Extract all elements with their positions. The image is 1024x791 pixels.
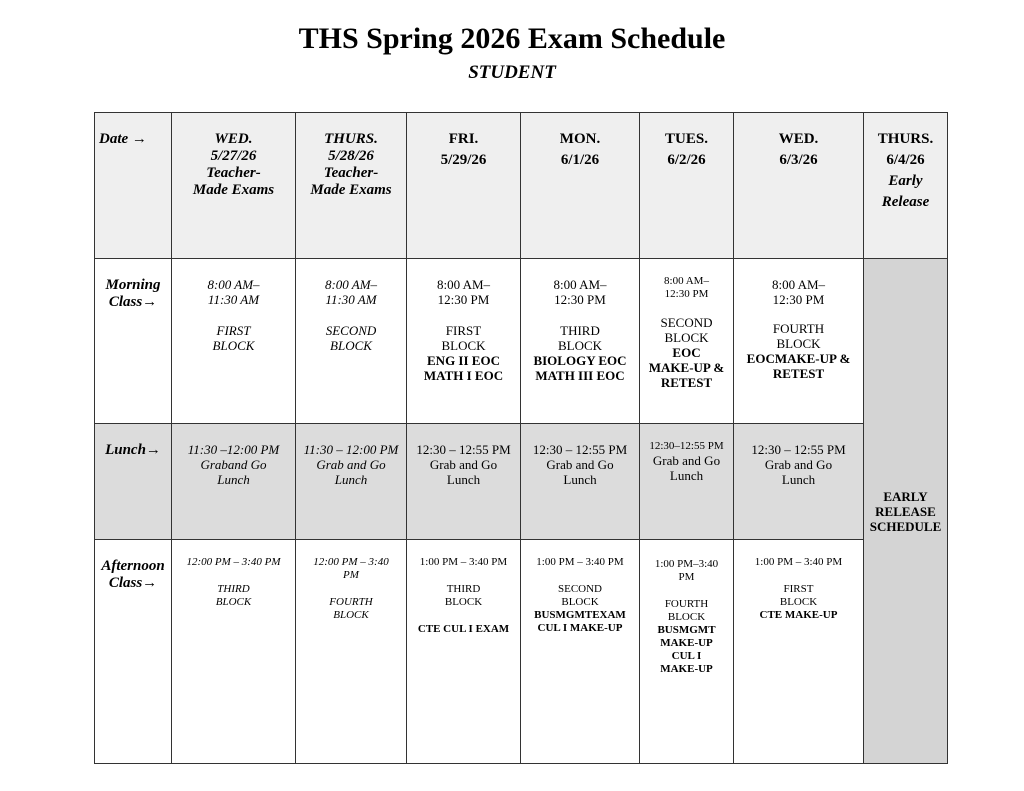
header-note: Made Exams — [192, 182, 275, 198]
block-label: BLOCK — [779, 596, 818, 608]
early-release-text: SCHEDULE — [869, 518, 942, 534]
time-range: 11:30 AM — [325, 292, 377, 307]
morning-cell-day-5 — [640, 259, 734, 424]
exam-label: EOC — [672, 345, 701, 360]
exam-label: RETEST — [772, 366, 825, 381]
block-label: FOURTH — [664, 598, 709, 610]
date-row — [95, 113, 948, 259]
block-label: BLOCK — [215, 596, 252, 608]
afternoon-cell-day-1 — [172, 540, 296, 764]
lunch-text: Lunch — [217, 472, 250, 487]
exam-label: RETEST — [660, 375, 713, 390]
exam-label: ENG II EOC — [427, 353, 500, 368]
header-date: 6/4/26 — [886, 152, 925, 168]
block-label: BLOCK — [444, 596, 483, 608]
header-note: Release — [881, 194, 930, 210]
block-label: FIRST — [783, 583, 814, 595]
lunch-text: Grab and Go — [652, 453, 721, 468]
exam-label: CUL I — [671, 650, 702, 662]
exam-label: EOCMAKE-UP & — [746, 351, 851, 366]
block-label: BLOCK — [330, 338, 372, 353]
afternoon-row — [95, 540, 948, 764]
row-label-afternoon-text: Afternoon — [101, 558, 165, 574]
time-range: 8:00 AM– — [771, 277, 826, 292]
time-range: 8:00 AM– — [664, 275, 709, 287]
exam-label: CUL I MAKE-UP — [537, 622, 623, 634]
page-title: THS Spring 2026 Exam Schedule — [298, 22, 726, 55]
time-range: 12:30 PM — [437, 292, 490, 307]
lunch-time: 12:30–12:55 PM — [649, 440, 724, 452]
morning-cell-day-3 — [407, 259, 521, 424]
morning-row — [95, 259, 948, 424]
lunch-text: Grab and Go — [316, 457, 386, 472]
header-note: Teacher- — [323, 165, 379, 181]
page-subtitle: STUDENT — [468, 62, 556, 83]
lunch-time: 12:30 – 12:55 PM — [416, 442, 511, 457]
exam-schedule-table — [94, 112, 948, 764]
lunch-time: 11:30 –12:00 PM — [187, 442, 280, 457]
exam-label: CTE CUL I EXAM — [417, 623, 510, 635]
header-cell-day-3 — [407, 113, 521, 259]
row-label-morning — [95, 259, 172, 424]
time-range: 1:00 PM – 3:40 PM — [536, 556, 624, 568]
exam-label: MAKE-UP & — [648, 360, 725, 375]
header-cell-day-1 — [172, 113, 296, 259]
block-label: BLOCK — [333, 609, 369, 621]
afternoon-cell-day-3 — [407, 540, 521, 764]
time-range: 11:30 AM — [207, 292, 260, 307]
lunch-cell-day-6 — [734, 424, 864, 540]
block-label: FOURTH — [772, 321, 825, 336]
row-label-lunch — [95, 424, 172, 540]
lunch-time: 12:30 – 12:55 PM — [751, 442, 846, 457]
morning-cell-day-4 — [521, 259, 640, 424]
time-range: 1:00 PM – 3:40 PM — [419, 556, 508, 568]
block-label: BLOCK — [441, 338, 486, 353]
afternoon-cell-day-6 — [734, 540, 864, 764]
block-label: THIRD — [217, 583, 250, 595]
lunch-cell-day-1 — [172, 424, 296, 540]
lunch-text: Graband Go — [200, 457, 267, 472]
block-label: THIRD — [446, 583, 481, 595]
header-cell-day-6 — [734, 113, 864, 259]
lunch-cell-day-2 — [296, 424, 407, 540]
header-date: 6/1/26 — [560, 152, 600, 168]
time-range: 12:00 PM – 3:40 — [313, 556, 389, 568]
time-range: 8:00 AM– — [436, 277, 491, 292]
time-range: PM — [343, 569, 359, 581]
lunch-text: Lunch — [669, 468, 704, 483]
exam-label: MAKE-UP — [660, 663, 713, 675]
header-date: 5/29/26 — [440, 152, 487, 168]
early-release-text: RELEASE — [875, 503, 936, 519]
afternoon-cell-day-2 — [296, 540, 407, 764]
block-label: BLOCK — [557, 338, 603, 353]
exam-label: MATH I EOC — [423, 368, 504, 383]
row-label-morning-text: Class→ — [108, 294, 158, 310]
header-day: THURS. — [877, 131, 934, 147]
exam-label: BUSMGMT — [657, 624, 716, 636]
block-label: SECOND — [660, 315, 713, 330]
header-cell-day-7 — [864, 113, 948, 259]
lunch-text: Grab and Go — [429, 457, 498, 472]
time-range: 8:00 AM– — [553, 277, 607, 292]
header-day: FRI. — [448, 131, 479, 147]
block-label: THIRD — [560, 323, 600, 338]
time-range: 12:00 PM – 3:40 PM — [186, 556, 281, 568]
lunch-text: Lunch — [563, 472, 597, 487]
lunch-text: Lunch — [334, 472, 368, 487]
header-note: Early — [888, 173, 923, 189]
block-label: BLOCK — [664, 330, 709, 345]
morning-cell-day-2 — [296, 259, 407, 424]
time-range: 12:30 PM — [664, 288, 709, 300]
lunch-time: 12:30 – 12:55 PM — [532, 442, 628, 457]
lunch-text: Lunch — [781, 472, 816, 487]
row-label-afternoon — [95, 540, 172, 764]
header-note: Made Exams — [310, 182, 392, 198]
block-label: FIRST — [216, 323, 251, 338]
header-day: THURS. — [324, 131, 378, 147]
block-label: SECOND — [325, 323, 377, 338]
afternoon-cell-day-5 — [640, 540, 734, 764]
row-label-date — [95, 113, 172, 259]
time-range: 8:00 AM– — [324, 277, 378, 292]
afternoon-cell-day-4 — [521, 540, 640, 764]
early-release-cell — [864, 259, 948, 764]
header-cell-day-5 — [640, 113, 734, 259]
header-date: 5/27/26 — [210, 148, 257, 164]
lunch-text: Lunch — [446, 472, 481, 487]
lunch-time: 11:30 – 12:00 PM — [303, 442, 399, 457]
lunch-row — [95, 424, 948, 540]
morning-cell-day-1 — [172, 259, 296, 424]
exam-label: BUSMGMTEXAM — [534, 609, 626, 621]
early-release-text: EARLY — [883, 488, 928, 504]
block-label: FOURTH — [329, 596, 373, 608]
block-label: SECOND — [557, 583, 602, 595]
time-range: 8:00 AM– — [207, 277, 260, 292]
block-label: FIRST — [445, 323, 482, 338]
header-cell-day-2 — [296, 113, 407, 259]
row-label-afternoon-text: Class→ — [108, 575, 158, 591]
header-day: WED. — [778, 131, 819, 147]
lunch-text: Grab and Go — [764, 457, 833, 472]
header-date: 5/28/26 — [328, 148, 374, 164]
row-label-date-text: Date → — [99, 131, 147, 147]
time-range: PM — [678, 571, 695, 583]
block-label: BLOCK — [561, 596, 599, 608]
exam-label: MATH III EOC — [535, 368, 625, 383]
time-range: 1:00 PM – 3:40 PM — [754, 556, 843, 568]
exam-label: CTE MAKE-UP — [759, 609, 838, 621]
header-day: MON. — [559, 131, 601, 147]
time-range: 1:00 PM–3:40 — [654, 558, 719, 570]
header-day: TUES. — [665, 131, 708, 147]
lunch-text: Grab and Go — [546, 457, 614, 472]
row-label-lunch-text: Lunch→ — [105, 442, 161, 458]
lunch-cell-day-4 — [521, 424, 640, 540]
header-day: WED. — [214, 131, 253, 147]
header-date: 6/2/26 — [667, 152, 706, 168]
lunch-cell-day-5 — [640, 424, 734, 540]
time-range: 12:30 PM — [772, 292, 825, 307]
morning-cell-day-6 — [734, 259, 864, 424]
header-note: Teacher- — [206, 165, 261, 181]
block-label: BLOCK — [667, 611, 706, 623]
block-label: BLOCK — [212, 338, 255, 353]
block-label: BLOCK — [776, 336, 821, 351]
exam-label: MAKE-UP — [660, 637, 713, 649]
row-label-morning-text: Morning — [105, 277, 161, 293]
lunch-cell-day-3 — [407, 424, 521, 540]
header-date: 6/3/26 — [779, 152, 818, 168]
header-cell-day-4 — [521, 113, 640, 259]
time-range: 12:30 PM — [554, 292, 606, 307]
exam-label: BIOLOGY EOC — [533, 353, 627, 368]
